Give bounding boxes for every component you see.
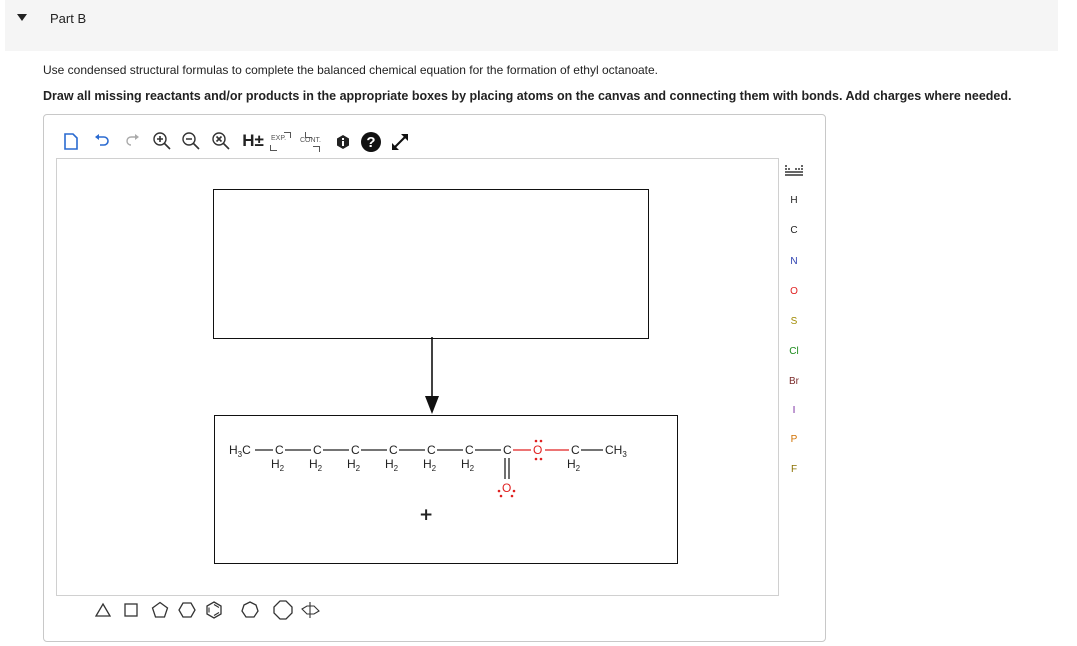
element-iodine[interactable]: I [792,405,796,416]
cyclopropane-icon[interactable] [94,601,112,619]
expand-button[interactable] [269,132,293,152]
element-chlorine[interactable]: Cl [789,346,799,357]
part-header[interactable] [5,0,1058,51]
carbon-1: C [275,443,284,457]
cyclohexane-icon[interactable] [177,600,197,620]
ethyl-ch2: $H_2$ [567,457,581,473]
contract-label: CONT. [300,137,321,144]
plus-sign: + [419,505,434,525]
info-icon[interactable] [334,133,352,151]
element-hydrogen[interactable]: H [790,195,798,206]
cycloheptane-icon[interactable] [240,600,260,620]
carbonyl-oxygen: O [502,481,512,495]
ch2-1: $H_2$ [271,457,285,473]
benzene-icon[interactable] [204,600,224,620]
collapse-caret-icon[interactable] [17,14,27,21]
carbonyl-carbon: C [503,443,512,457]
explicit-hydrogens-button[interactable]: H± [242,131,264,150]
reactant-box[interactable] [213,189,649,339]
element-carbon[interactable]: C [790,225,798,236]
ethyl-carbon: C [571,443,580,457]
ch2-5: $H_2$ [423,457,437,473]
ester-oxygen: O [533,443,543,457]
part-title: Part B [50,11,87,26]
zoom-out-icon[interactable] [180,131,202,151]
methyl-group-start: $H_3C$ [229,443,251,459]
element-phosphorus[interactable]: P [790,434,798,445]
cyclopentane-icon[interactable] [150,600,170,620]
ch2-3: $H_2$ [347,457,361,473]
instruction-text: Use condensed structural formulas to complete the balanced chemical equation for the formation of ethyl octanoate. [43,63,659,77]
help-icon[interactable] [360,131,382,153]
periodic-table-icon[interactable] [784,163,804,179]
element-oxygen[interactable]: O [790,286,798,297]
svg-text:?: ? [366,134,376,151]
instruction-bold-text: Draw all missing reactants and/or products in the appropriate boxes by placing atoms on the canvas and connecting them with bonds. Add charges where needed. [43,89,1012,103]
ethyl-octanoate-molecule [214,415,676,562]
zoom-in-icon[interactable] [151,131,173,151]
element-bromine[interactable]: Br [789,376,799,387]
carbon-4: C [389,443,398,457]
element-sulfur[interactable]: S [790,316,798,327]
ch2-4: $H_2$ [385,457,399,473]
contract-button[interactable] [298,132,326,152]
redo-icon[interactable] [123,132,141,150]
carbon-2: C [313,443,322,457]
cyclooctane-icon[interactable] [272,599,294,621]
element-nitrogen[interactable]: N [790,256,798,267]
undo-icon[interactable] [93,132,111,150]
cyclobutane-icon[interactable] [122,601,140,619]
carbon-6: C [465,443,474,457]
chair-conformation-icon[interactable] [298,599,322,621]
fullscreen-icon[interactable] [389,131,411,153]
new-document-icon[interactable] [62,131,80,151]
zoom-reset-icon[interactable] [210,131,232,151]
ch2-6: $H_2$ [461,457,475,473]
reaction-arrow [420,336,444,416]
element-fluorine[interactable]: F [790,464,798,475]
carbon-5: C [427,443,436,457]
methyl-group-end: $CH_3$ [605,443,627,459]
carbon-3: C [351,443,360,457]
expand-label: EXP. [271,135,287,142]
ch2-2: $H_2$ [309,457,323,473]
